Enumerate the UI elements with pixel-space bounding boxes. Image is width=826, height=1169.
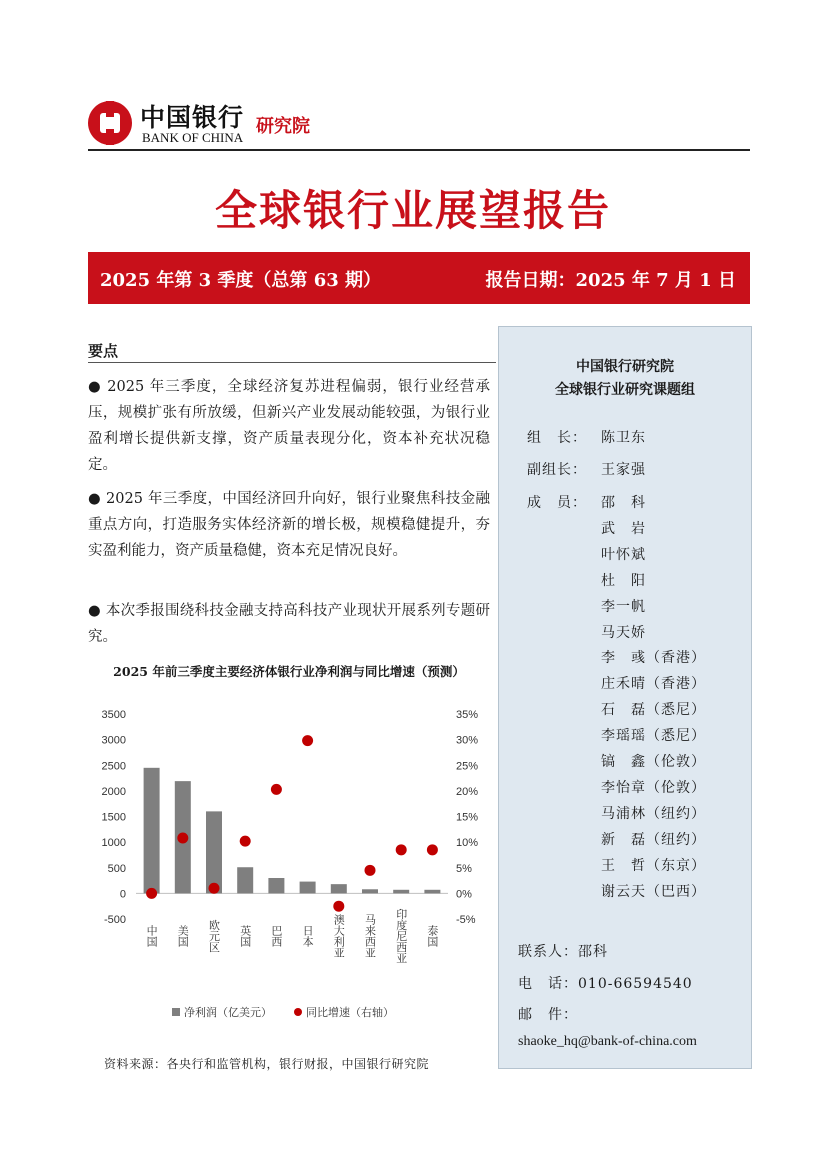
right-axis-tick-label: 25% [456, 760, 479, 773]
team-member: 李怡章（伦敦） [601, 779, 706, 796]
bar-net-profit [331, 884, 347, 893]
key-point-1: ● 2025 年三季度，全球经济复苏进程偏弱，银行业经营承压，规模扩张有所放缓，但新兴产业发展动能较强，为银行业盈利增长提供新支撑，资产质量表现分化，资本补充状况稳定。 [88, 379, 490, 473]
right-axis-tick-label: 0% [456, 888, 472, 901]
category-label: 马来西亚 [363, 914, 377, 958]
left-axis-tick-label: 1000 [101, 837, 126, 850]
contact-email-label: 邮 件： [518, 1007, 578, 1023]
dot-yoy-growth [427, 844, 438, 855]
bar-net-profit [362, 889, 378, 893]
left-axis-tick-label: -500 [103, 914, 126, 926]
left-axis-tick-label: 3000 [101, 734, 126, 747]
team-member: 镐 鑫（伦敦） [601, 754, 706, 770]
left-axis-tick-label: 3500 [101, 709, 126, 721]
category-label: 印度尼西亚 [394, 908, 408, 964]
brand-name-cn: 中国银行 [140, 103, 245, 132]
left-axis-tick-label: 500 [107, 862, 126, 875]
bar-net-profit [424, 890, 440, 894]
team-member: 马天娇 [601, 624, 646, 641]
key-points-heading: 要点 [88, 342, 119, 360]
report-title: 全球银行业展望报告 [214, 186, 611, 235]
issue-number: 2025 年第 3 季度（总第 63 期） [100, 270, 382, 291]
right-axis-tick-label: -5% [456, 914, 476, 926]
team-member: 谢云天（巴西） [601, 883, 706, 900]
left-axis-tick-label: 1500 [101, 811, 126, 824]
left-axis-tick-label: 2000 [101, 785, 126, 798]
right-axis-tick-label: 10% [456, 837, 479, 850]
contact-phone: 电 话：010-66594540 [518, 976, 693, 992]
right-axis-tick-label: 5% [456, 862, 472, 875]
legend-bar-label: 净利润（亿美元） [184, 1006, 272, 1019]
dot-yoy-growth [209, 883, 220, 894]
right-axis-tick-label: 35% [456, 709, 479, 721]
category-label: 巴西 [269, 925, 283, 947]
team-name: 全球银行业研究课题组 [555, 382, 695, 398]
team-member: 李瑶瑶（悉尼） [601, 728, 706, 745]
team-member: 新 磊（纽约） [601, 831, 706, 848]
dot-yoy-growth [396, 844, 407, 855]
left-axis-tick-label: 0 [119, 888, 126, 901]
dot-yoy-growth [333, 901, 344, 912]
header-divider [88, 149, 750, 151]
team-member: 马浦林（纽约） [601, 805, 706, 822]
category-label: 日本 [301, 925, 315, 947]
right-axis-tick-label: 30% [456, 734, 479, 747]
bar-net-profit [237, 867, 253, 893]
team-member: 李 彧（香港） [601, 650, 706, 667]
chart-title: 2025 年前三季度主要经济体银行业净利润与同比增速（预测） [113, 664, 465, 679]
legend-bar-swatch [172, 1008, 180, 1016]
category-label: 澳大利亚 [332, 914, 346, 958]
team-member: 武 岩 [601, 520, 646, 537]
institute-name: 研究院 [256, 116, 310, 137]
bar-net-profit [268, 878, 284, 893]
category-label: 泰国 [425, 925, 439, 947]
team-member: 王 哲（东京） [601, 857, 706, 874]
issue-band [88, 252, 750, 304]
bar-net-profit [300, 882, 316, 894]
leader-name: 陈卫东 [601, 430, 646, 446]
deputy-label: 副组长： [527, 462, 587, 478]
leader-label: 组 长： [527, 430, 587, 446]
dot-yoy-growth [146, 888, 157, 899]
category-label: 欧元区 [207, 919, 221, 953]
team-member: 庄禾晴（香港） [601, 676, 706, 693]
left-axis-tick-label: 2500 [101, 760, 126, 773]
bank-of-china-logo [88, 101, 132, 145]
dot-yoy-growth [365, 865, 376, 876]
right-axis-tick-label: 15% [456, 811, 479, 824]
team-member: 叶怀斌 [601, 546, 646, 563]
dot-yoy-growth [271, 784, 282, 795]
category-label: 美国 [176, 925, 190, 947]
bar-net-profit [393, 890, 409, 894]
key-point-3: ● 本次季报围绕科技金融支持高科技产业现状开展系列专题研究。 [88, 603, 490, 645]
contact-email[interactable]: shaoke_hq@bank-of-china.com [518, 1034, 697, 1049]
bar-net-profit [206, 811, 222, 893]
key-points-divider [88, 362, 496, 363]
members-label: 成 员： [527, 495, 587, 511]
legend-dot-label: 同比增速（右轴） [306, 1006, 394, 1019]
source-note: 资料来源：各央行和监管机构，银行财报，中国银行研究院 [104, 1057, 430, 1071]
team-member: 邵 科 [601, 495, 646, 511]
team-member: 石 磊（悉尼） [601, 702, 706, 719]
org-name: 中国银行研究院 [576, 359, 674, 375]
team-member: 李一帆 [601, 598, 646, 615]
bar-net-profit [144, 768, 160, 894]
dot-yoy-growth [240, 836, 251, 847]
dot-yoy-growth [302, 735, 313, 746]
team-member: 杜 阳 [601, 572, 646, 589]
brand-name-en: BANK OF CHINA [142, 130, 244, 145]
key-point-2: ● 2025 年三季度，中国经济回升向好，银行业聚焦科技金融重点方向，打造服务实体经济新的增长极，规模稳健提升，夯实盈利能力，资产质量稳健，资本充足情况良好。 [88, 491, 490, 559]
right-axis-tick-label: 20% [456, 785, 479, 798]
report-date: 报告日期：2025 年 7 月 1 日 [485, 270, 736, 291]
profit-growth-chart [88, 696, 488, 1036]
dot-yoy-growth [177, 833, 188, 844]
category-label: 英国 [238, 925, 252, 947]
legend-dot-swatch [294, 1008, 302, 1016]
deputy-name: 王家强 [601, 462, 646, 478]
category-label: 中国 [145, 925, 159, 947]
contact-person: 联系人：邵科 [518, 944, 608, 960]
